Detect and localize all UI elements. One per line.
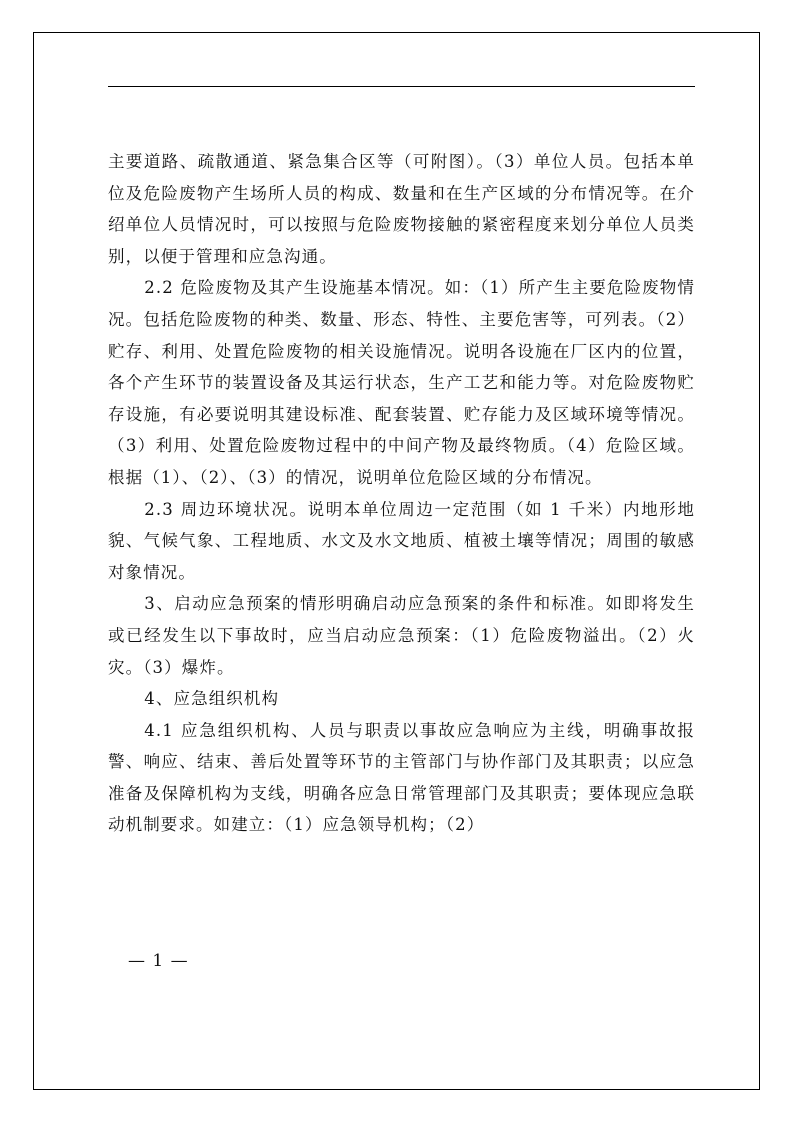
document-body [108, 146, 695, 841]
paragraph: 2.2 危险废物及其产生设施基本情况。如：（1）所产生主要危险废物情况。包括危险废物的种类、数量、形态、特性、主要危害等，可列表。（2）贮存、利用、处置危险废物的相关设施情况。说明各设施在厂区内的位置，各个产生环节的装置设备及其运行状态，生产工艺和能力等。对危险废物贮存设施，有必要说明其建设标准、配套装置、贮存能力及区域环境等情况。（3）利用、处置危险废物过程中的中间产物及最终物质。（4）危险区域。根据（1）、（2）、（3）的情况，说明单位危险区域的分布情况。 [108, 278, 695, 487]
paragraph: 主要道路、疏散通道、紧急集合区等（可附图）。（3）单位人员。包括本单位及危险废物产生场所人员的构成、数量和在生产区域的分布情况等。在介绍单位人员情况时，可以按照与危险废物接触的紧密程度来划分单位人员类别，以便于管理和应急沟通。 [108, 152, 695, 266]
header-rule [108, 86, 695, 87]
page-number: — 1 — [128, 951, 189, 971]
paragraph: 2.3 周边环境状况。说明本单位周边一定范围（如 1 千米）内地形地貌、气候气象、工程地质、水文及水文地质、植被土壤等情况；周围的敏感对象情况。 [108, 499, 695, 582]
paragraph: 3、启动应急预案的情形明确启动应急预案的条件和标准。如即将发生或已经发生以下事故时，应当启动应急预案：（1）危险废物溢出。（2）火灾。（3）爆炸。 [108, 594, 695, 677]
paragraph: 4.1 应急组织机构、人员与职责以事故应急响应为主线，明确事故报警、响应、结束、善后处置等环节的主管部门与协作部门及其职责；以应急准备及保障机构为支线，明确各应急日常管理部门及其职责；要体现应急联动机制要求。如建立：（1）应急领导机构；（2） [108, 720, 695, 835]
paragraph: 4、应急组织机构 [144, 689, 280, 709]
